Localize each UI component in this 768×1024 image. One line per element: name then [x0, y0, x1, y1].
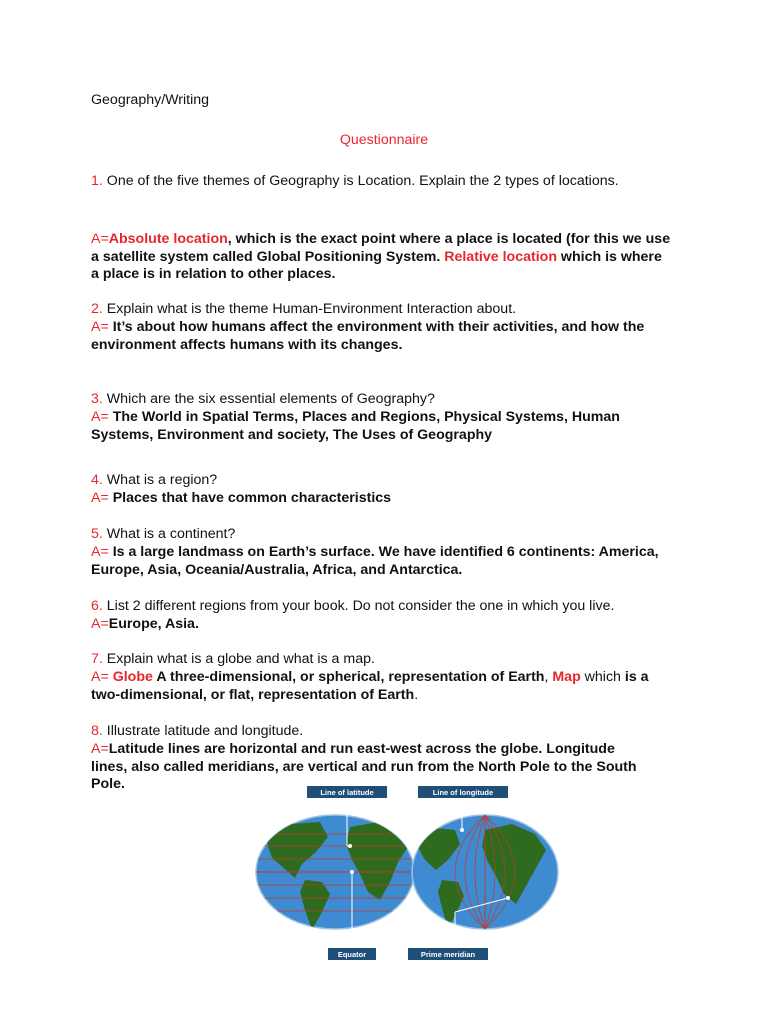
- question-4: [91, 472, 671, 490]
- label-equator: Equator: [337, 950, 367, 959]
- answer-6: [91, 616, 671, 634]
- answer-prefix: A=: [91, 616, 109, 632]
- answer-text: Europe, Asia.: [108, 616, 199, 632]
- question-number: 7.: [91, 651, 103, 667]
- latitude-longitude-figure: [250, 782, 570, 962]
- answer-prefix: A=: [91, 409, 109, 425]
- map-definition: is a two-dimensional, or flat, representation of Earth: [91, 669, 649, 703]
- answer-1: [91, 231, 671, 284]
- question-text: Illustrate latitude and longitude.: [102, 723, 304, 739]
- absolute-location-term: Absolute location: [108, 231, 228, 247]
- question-text: What is a region?: [102, 472, 218, 488]
- question-8: [91, 723, 671, 741]
- answer-4: [91, 490, 671, 508]
- question-number: 8.: [91, 723, 103, 739]
- globe-latitude: [250, 796, 420, 948]
- answer-text: It’s about how humans affect the environment with their activities, and how the environment affects humans with its changes.: [91, 319, 645, 353]
- answer-2: [91, 319, 671, 354]
- question-text: Explain what is a globe and what is a map.: [102, 651, 375, 667]
- answer-text: Latitude lines are horizontal and run east-west across the globe. Longitude lines, also called meridians, are vertical and run from the North Pole to the South Pole.: [91, 741, 637, 792]
- question-number: 2.: [91, 301, 103, 317]
- label-longitude: Line of longitude: [432, 788, 494, 797]
- question-text: What is a continent?: [102, 526, 236, 542]
- label-prime-meridian: Prime meridian: [420, 950, 476, 959]
- question-text: One of the five themes of Geography is Location. Explain the 2 types of locations.: [106, 173, 619, 189]
- question-number: 6.: [91, 598, 103, 614]
- globe-term: Globe: [112, 669, 153, 685]
- answer-text-2: which is where a place is in relation to other places.: [91, 248, 662, 282]
- question-text: Which are the six essential elements of Geography?: [102, 391, 435, 407]
- question-1: [91, 173, 671, 191]
- question-2: [91, 301, 671, 319]
- questionnaire-heading: Questionnaire: [339, 132, 429, 148]
- map-which: which: [580, 669, 621, 685]
- answer-prefix: A=: [91, 319, 109, 335]
- document-title: Geography/Writing: [91, 92, 210, 108]
- map-term: Map: [552, 669, 581, 685]
- relative-location-term: Relative location: [444, 248, 557, 265]
- answer-text: Is a large landmass on Earth’s surface. We have identified 6 continents: America, Europe, Asia, Oceania/Australia, Africa, and Antarctica.: [91, 544, 659, 578]
- question-6: [91, 598, 711, 616]
- question-5: [91, 526, 671, 544]
- answer-prefix: A=: [91, 231, 109, 247]
- answer-3: [91, 409, 671, 444]
- answer-text: Places that have common characteristics: [108, 490, 392, 506]
- answer-5: [91, 544, 671, 579]
- label-latitude: Line of latitude: [320, 788, 374, 797]
- question-text: List 2 different regions from your book. Do not consider the one in which you live.: [102, 598, 615, 614]
- separator-comma: ,: [544, 669, 553, 685]
- answer-prefix: A=: [91, 669, 113, 685]
- globe-definition: A three-dimensional, or spherical, representation of Earth: [152, 669, 545, 685]
- answer-prefix: A=: [91, 490, 109, 506]
- period: .: [414, 686, 419, 703]
- question-number: 5.: [91, 526, 103, 542]
- answer-prefix: A=: [91, 741, 109, 757]
- question-3: [91, 391, 671, 409]
- answer-text: , which is the exact point where a place is located (for this we use a satellite system called Global Positioning System.: [91, 231, 671, 265]
- globe-longitude: [412, 796, 558, 948]
- question-text: Explain what is the theme Human-Environment Interaction about.: [102, 301, 517, 317]
- question-7: [91, 651, 671, 669]
- answer-prefix: A=: [91, 544, 109, 560]
- answer-7: [91, 669, 671, 704]
- question-number: 1.: [91, 173, 103, 189]
- question-number: 3.: [91, 391, 103, 407]
- answer-text: The World in Spatial Terms, Places and Regions, Physical Systems, Human Systems, Environment and society, The Uses of Geography: [91, 409, 620, 443]
- question-number: 4.: [91, 472, 103, 488]
